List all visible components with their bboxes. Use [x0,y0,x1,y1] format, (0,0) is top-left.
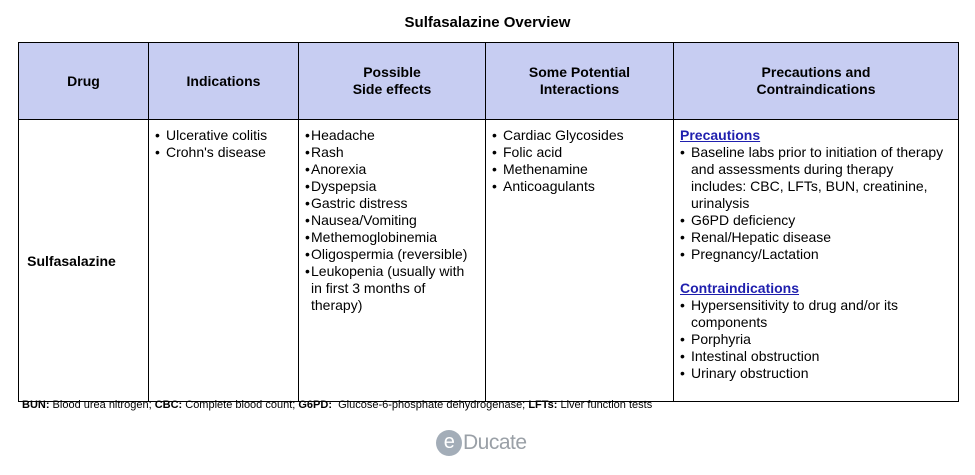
list-item: • Gastric distress [305,195,479,212]
contraindications-heading: Contraindications [680,280,800,296]
header-precautions-line2: Contraindications [756,81,876,97]
list-item: • Renal/Hepatic disease [680,229,952,246]
list-item: • Pregnancy/Lactation [680,246,952,263]
list-item: • Cardiac Glycosides [492,127,667,144]
list-item: • Dyspepsia [305,178,479,195]
educate-logo [436,430,527,456]
list-item: • Nausea/Vomiting [305,212,479,229]
precautions-heading: Precautions [680,127,761,143]
contraindications-list [680,297,952,382]
list-item: • Headache [305,127,479,144]
list-item: • Folic acid [492,144,667,161]
header-interactions-line1: Some Potential [528,64,631,80]
drug-name-cell: Sulfasalazine [19,120,149,402]
interactions-cell [486,120,674,402]
header-row [19,43,959,120]
footnote-abbr-lfts: LFTs: [528,399,558,411]
list-item: • Rash [305,144,479,161]
header-interactions [486,43,674,120]
header-precautions [674,43,959,120]
logo-text: Ducate [463,431,527,454]
list-item: • G6PD deficiency [680,212,952,229]
header-indications: Indications [149,43,299,120]
page-title: Sulfasalazine Overview [404,14,571,31]
precautions-cell [674,120,959,402]
list-item: • Oligospermia (reversible) [305,246,479,263]
footnote-abbr-g6pd: G6PD: [298,399,332,411]
table-row [19,120,959,402]
list-item: • Intestinal obstruction [680,348,952,365]
footnote-def-cbc: Complete blood count; [182,399,299,411]
header-drug: Drug [19,43,149,120]
abbreviations-footnote [22,399,652,411]
list-item: • Urinary obstruction [680,365,952,382]
list-item: • Methemoglobinemia [305,229,479,246]
footnote-def-bun: Blood urea nitrogen; [49,399,155,411]
header-interactions-line2: Interactions [539,81,620,97]
list-item: • Porphyria [680,331,952,348]
footnote-def-lfts: Liver function tests [557,399,653,411]
list-item: • Hypersensitivity to drug and/or its components [680,297,952,331]
precautions-list [680,144,952,263]
list-item: • Leukopenia (usually with in first 3 months of therapy) [305,263,479,314]
list-item: • Anticoagulants [492,178,667,195]
header-side-effects-line2: Side effects [352,81,432,97]
side-effects-cell [299,120,486,402]
footnote-abbr-bun: BUN: [22,399,50,411]
indications-cell [149,120,299,402]
footnote-def-g6pd: Glucose-6-phosphate dehydrogenase; [332,399,529,411]
header-precautions-line1: Precautions and [761,64,871,80]
header-side-effects [299,43,486,120]
list-item: • Crohn's disease [155,144,292,161]
list-item: • Ulcerative colitis [155,127,292,144]
list-item: • Methenamine [492,161,667,178]
header-side-effects-line1: Possible [363,64,421,80]
side-effects-list [305,127,479,314]
list-item: • Anorexia [305,161,479,178]
overview-table [18,42,959,402]
logo-e-mark: e [436,430,462,456]
list-item: • Baseline labs prior to initiation of therapy and assessments during therapy includes: CBC, LFTs, BUN, creatinine, urinalysis [680,144,952,212]
footnote-abbr-cbc: CBC: [154,399,183,411]
indications-list [155,127,292,161]
interactions-list [492,127,667,195]
